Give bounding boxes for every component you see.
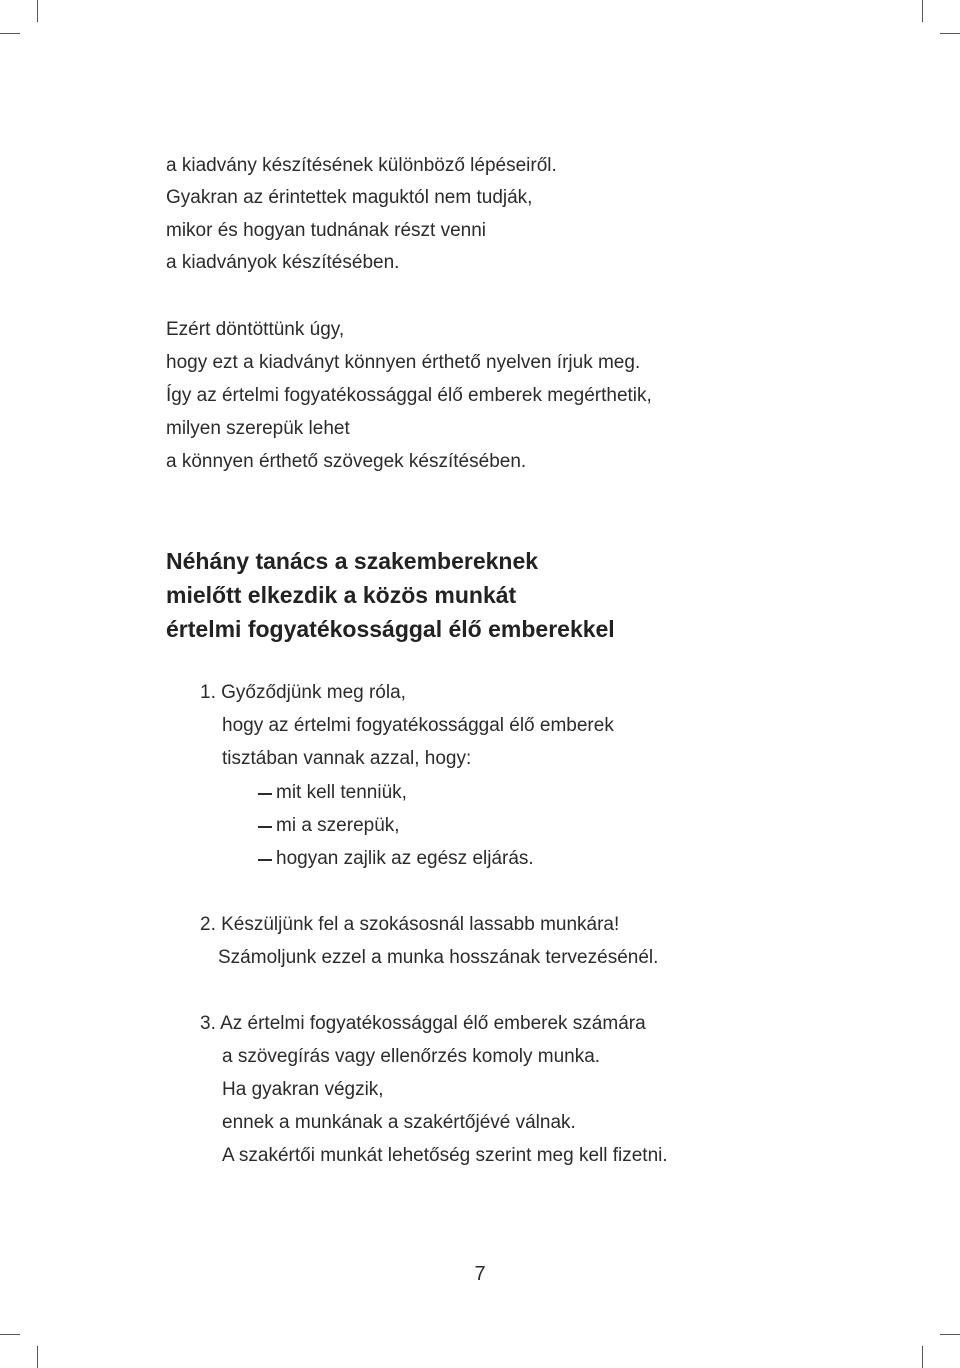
text-line: Így az értelmi fogyatékossággal élő emberek megérthetik, (166, 385, 652, 406)
item-line: A szakértői munkát lehetőség szerint meg kell fizetni. (222, 1145, 668, 1166)
crop-mark (0, 33, 20, 34)
dash-bullet (258, 793, 272, 795)
item-first-line: 2. Készüljünk fel a szokásosnál lassabb munkára! (200, 914, 620, 935)
bullet-item: mi a szerepük, (276, 815, 400, 836)
item-line: Számoljunk ezzel a munka hosszának tervezésénél. (218, 947, 659, 968)
text-line: a kiadványok készítésében. (166, 252, 400, 273)
item-line: a szövegírás vagy ellenőrzés komoly munka. (222, 1046, 601, 1067)
section-heading: mielőtt elkezdik a közös munkát (166, 582, 517, 608)
item-line: Ha gyakran végzik, (222, 1079, 384, 1100)
section-heading: értelmi fogyatékossággal élő emberekkel (166, 616, 615, 642)
crop-mark (37, 1346, 38, 1368)
item-line: hogy az értelmi fogyatékossággal élő emberek (222, 715, 614, 736)
page-number: 7 (474, 1263, 486, 1285)
text-line: mikor és hogyan tudnának részt venni (166, 220, 487, 241)
dash-bullet (258, 859, 272, 861)
text-line: a könnyen érthető szövegek készítésében. (166, 451, 527, 472)
item-line: ennek a munkának a szakértőjévé válnak. (222, 1112, 576, 1133)
crop-mark (922, 1346, 923, 1368)
crop-mark (940, 1334, 960, 1335)
section-heading: Néhány tanács a szakembereknek (166, 548, 539, 574)
dash-bullet (258, 826, 272, 828)
bullet-item: mit kell tenniük, (276, 782, 407, 803)
crop-mark (37, 0, 38, 22)
item-first-line: 3. Az értelmi fogyatékossággal élő emberek számára (200, 1013, 646, 1034)
text-line: Gyakran az érintettek maguktól nem tudják, (166, 187, 533, 208)
crop-mark (922, 0, 923, 22)
crop-mark (0, 1334, 20, 1335)
bullet-item: hogyan zajlik az egész eljárás. (276, 848, 534, 869)
text-line: milyen szerepük lehet (166, 418, 350, 439)
item-line: tisztában vannak azzal, hogy: (222, 748, 472, 769)
text-line: hogy ezt a kiadványt könnyen érthető nyelven írjuk meg. (166, 352, 641, 373)
item-first-line: 1. Győződjünk meg róla, (200, 682, 406, 703)
crop-mark (940, 33, 960, 34)
text-line: Ezért döntöttünk úgy, (166, 319, 345, 340)
text-line: a kiadvány készítésének különböző lépéseiről. (166, 155, 557, 176)
